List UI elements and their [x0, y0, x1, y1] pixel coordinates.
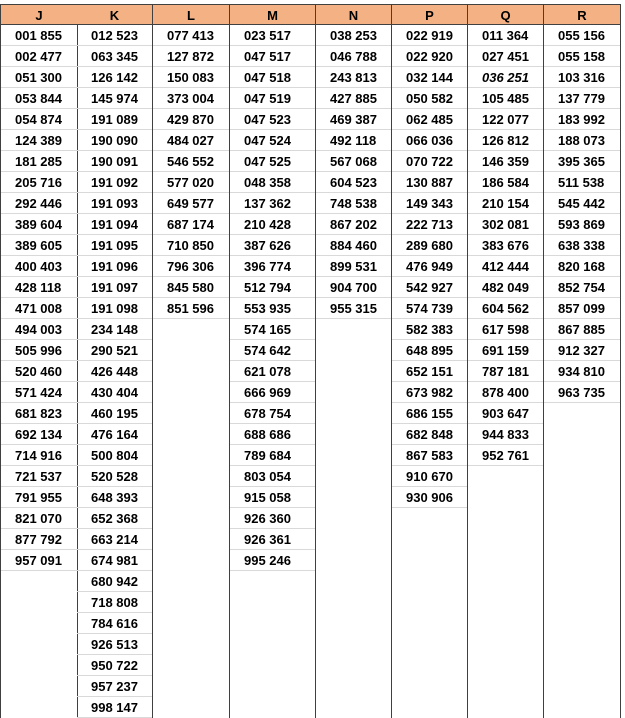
table-cell[interactable]: 714 916 — [1, 445, 77, 466]
table-cell[interactable]: 122 077 — [468, 109, 543, 130]
table-cell[interactable]: 124 389 — [1, 130, 77, 151]
table-cell[interactable]: 150 083 — [153, 67, 229, 88]
column-header-j[interactable]: J — [1, 4, 77, 25]
table-cell[interactable]: 126 812 — [468, 130, 543, 151]
table-cell[interactable]: 692 134 — [1, 424, 77, 445]
table-cell[interactable]: 903 647 — [468, 403, 543, 424]
table-cell[interactable]: 289 680 — [392, 235, 467, 256]
table-cell[interactable]: 577 020 — [153, 172, 229, 193]
table-cell[interactable]: 787 181 — [468, 361, 543, 382]
table-cell[interactable]: 387 626 — [230, 235, 315, 256]
table-cell[interactable]: 032 144 — [392, 67, 467, 88]
table-cell[interactable]: 389 604 — [1, 214, 77, 235]
table-cell[interactable]: 821 070 — [1, 508, 77, 529]
column-n — [316, 4, 392, 718]
table-cell[interactable]: 884 460 — [316, 235, 391, 256]
table-cell[interactable]: 492 118 — [316, 130, 391, 151]
table-cell[interactable]: 137 779 — [544, 88, 620, 109]
table-cell[interactable]: 520 460 — [1, 361, 77, 382]
table-cell[interactable]: 545 442 — [544, 193, 620, 214]
table-cell[interactable]: 050 582 — [392, 88, 467, 109]
table-cell[interactable]: 500 804 — [77, 445, 152, 466]
table-cell[interactable]: 845 580 — [153, 277, 229, 298]
column-header-l[interactable]: L — [153, 4, 229, 25]
table-cell[interactable]: 617 598 — [468, 319, 543, 340]
table-cell[interactable]: 191 094 — [77, 214, 152, 235]
column-q — [468, 4, 544, 718]
table-cell[interactable]: 022 920 — [392, 46, 467, 67]
table-cell[interactable]: 047 518 — [230, 67, 315, 88]
table-cell[interactable]: 791 955 — [1, 487, 77, 508]
table-cell[interactable]: 290 521 — [77, 340, 152, 361]
table-cell[interactable]: 710 850 — [153, 235, 229, 256]
table-cell[interactable]: 652 368 — [77, 508, 152, 529]
table-cell[interactable]: 012 523 — [77, 25, 152, 46]
table-cell[interactable]: 520 528 — [77, 466, 152, 487]
table-cell[interactable]: 877 792 — [1, 529, 77, 550]
table-cell[interactable]: 820 168 — [544, 256, 620, 277]
table-cell[interactable]: 047 517 — [230, 46, 315, 67]
table-cell[interactable]: 022 919 — [392, 25, 467, 46]
table-cell[interactable]: 181 285 — [1, 151, 77, 172]
table-cell[interactable]: 476 164 — [77, 424, 152, 445]
column-j — [0, 4, 78, 718]
column-l — [153, 4, 230, 718]
table-cell[interactable]: 857 099 — [544, 298, 620, 319]
table-cell[interactable]: 137 362 — [230, 193, 315, 214]
table-cell[interactable]: 055 156 — [544, 25, 620, 46]
table-cell[interactable]: 878 400 — [468, 382, 543, 403]
table-cell[interactable]: 047 524 — [230, 130, 315, 151]
column-header-m[interactable]: M — [230, 4, 315, 25]
table-cell[interactable]: 460 195 — [77, 403, 152, 424]
table-cell[interactable]: 127 872 — [153, 46, 229, 67]
table-cell[interactable]: 234 148 — [77, 319, 152, 340]
table-cell[interactable]: 146 359 — [468, 151, 543, 172]
table-cell[interactable]: 047 519 — [230, 88, 315, 109]
table-cell[interactable]: 149 343 — [392, 193, 467, 214]
table-cell[interactable]: 053 844 — [1, 88, 77, 109]
table-cell[interactable]: 652 151 — [392, 361, 467, 382]
table-cell[interactable]: 955 315 — [316, 298, 391, 319]
table-cell[interactable]: 222 713 — [392, 214, 467, 235]
table-cell[interactable]: 957 091 — [1, 550, 77, 571]
table-cell[interactable]: 191 098 — [77, 298, 152, 319]
table-cell[interactable]: 910 670 — [392, 466, 467, 487]
table-cell[interactable]: 950 722 — [77, 655, 152, 676]
table-cell[interactable]: 038 253 — [316, 25, 391, 46]
table-cell[interactable]: 011 364 — [468, 25, 543, 46]
table-cell[interactable]: 469 387 — [316, 109, 391, 130]
column-k — [77, 4, 153, 718]
table-cell[interactable]: 373 004 — [153, 88, 229, 109]
table-cell[interactable]: 899 531 — [316, 256, 391, 277]
table-cell[interactable]: 243 813 — [316, 67, 391, 88]
table-cell[interactable]: 721 537 — [1, 466, 77, 487]
table-cell[interactable]: 638 338 — [544, 235, 620, 256]
table-cell[interactable]: 648 393 — [77, 487, 152, 508]
table-cell[interactable]: 389 605 — [1, 235, 77, 256]
table-cell[interactable]: 691 159 — [468, 340, 543, 361]
table-cell[interactable]: 191 096 — [77, 256, 152, 277]
column-header-p[interactable]: P — [392, 4, 467, 25]
table-cell[interactable]: 001 855 — [1, 25, 77, 46]
table-cell[interactable]: 574 165 — [230, 319, 315, 340]
table-cell[interactable]: 687 174 — [153, 214, 229, 235]
column-m — [230, 4, 316, 718]
table-cell[interactable]: 915 058 — [230, 487, 315, 508]
table-cell[interactable]: 210 154 — [468, 193, 543, 214]
table-cell[interactable]: 048 358 — [230, 172, 315, 193]
table-cell[interactable]: 604 562 — [468, 298, 543, 319]
table-cell[interactable]: 292 446 — [1, 193, 77, 214]
table-cell[interactable]: 952 761 — [468, 445, 543, 466]
table-cell[interactable]: 912 327 — [544, 340, 620, 361]
table-cell[interactable]: 904 700 — [316, 277, 391, 298]
table-cell[interactable]: 512 794 — [230, 277, 315, 298]
column-header-r[interactable]: R — [544, 4, 620, 25]
table-cell[interactable]: 680 942 — [77, 571, 152, 592]
table-cell[interactable]: 400 403 — [1, 256, 77, 277]
table-cell[interactable]: 103 316 — [544, 67, 620, 88]
table-cell[interactable]: 126 142 — [77, 67, 152, 88]
table-cell[interactable]: 130 887 — [392, 172, 467, 193]
column-p — [392, 4, 468, 718]
table-cell[interactable]: 789 684 — [230, 445, 315, 466]
table-cell[interactable]: 482 049 — [468, 277, 543, 298]
table-cell[interactable]: 145 974 — [77, 88, 152, 109]
table-cell[interactable]: 428 118 — [1, 277, 77, 298]
table-cell[interactable]: 036 251 — [468, 67, 543, 88]
table-cell[interactable]: 429 870 — [153, 109, 229, 130]
table-cell[interactable]: 383 676 — [468, 235, 543, 256]
table-cell[interactable]: 582 383 — [392, 319, 467, 340]
table-cell[interactable]: 852 754 — [544, 277, 620, 298]
table-cell[interactable]: 926 360 — [230, 508, 315, 529]
table-cell[interactable]: 944 833 — [468, 424, 543, 445]
table-cell[interactable]: 748 538 — [316, 193, 391, 214]
table-cell[interactable]: 063 345 — [77, 46, 152, 67]
table-cell[interactable]: 047 525 — [230, 151, 315, 172]
table-cell[interactable]: 682 848 — [392, 424, 467, 445]
table-cell[interactable]: 851 596 — [153, 298, 229, 319]
table-cell[interactable]: 027 451 — [468, 46, 543, 67]
table-cell[interactable]: 686 155 — [392, 403, 467, 424]
table-cell[interactable]: 302 081 — [468, 214, 543, 235]
table-cell[interactable]: 191 095 — [77, 235, 152, 256]
table-cell[interactable]: 476 949 — [392, 256, 467, 277]
table-cell[interactable]: 210 428 — [230, 214, 315, 235]
table-cell[interactable]: 796 306 — [153, 256, 229, 277]
table-cell[interactable]: 593 869 — [544, 214, 620, 235]
table-cell[interactable]: 427 885 — [316, 88, 391, 109]
table-cell[interactable]: 673 982 — [392, 382, 467, 403]
table-cell[interactable]: 054 874 — [1, 109, 77, 130]
table-cell[interactable]: 963 735 — [544, 382, 620, 403]
table-cell[interactable]: 002 477 — [1, 46, 77, 67]
table-cell[interactable]: 803 054 — [230, 466, 315, 487]
table-cell[interactable]: 553 935 — [230, 298, 315, 319]
table-cell[interactable]: 191 093 — [77, 193, 152, 214]
table-cell[interactable]: 511 538 — [544, 172, 620, 193]
table-cell[interactable]: 957 237 — [77, 676, 152, 697]
table-cell[interactable]: 484 027 — [153, 130, 229, 151]
table-cell[interactable]: 926 513 — [77, 634, 152, 655]
table-cell[interactable]: 188 073 — [544, 130, 620, 151]
table-cell[interactable]: 674 981 — [77, 550, 152, 571]
table-cell[interactable]: 784 616 — [77, 613, 152, 634]
table-cell[interactable]: 926 361 — [230, 529, 315, 550]
table-cell[interactable]: 191 092 — [77, 172, 152, 193]
table-cell[interactable]: 663 214 — [77, 529, 152, 550]
table-cell[interactable]: 666 969 — [230, 382, 315, 403]
table-cell[interactable]: 505 996 — [1, 340, 77, 361]
table-cell[interactable]: 070 722 — [392, 151, 467, 172]
table-cell[interactable]: 542 927 — [392, 277, 467, 298]
table-cell[interactable]: 867 202 — [316, 214, 391, 235]
table-cell[interactable]: 190 091 — [77, 151, 152, 172]
table-cell[interactable]: 077 413 — [153, 25, 229, 46]
table-cell[interactable]: 023 517 — [230, 25, 315, 46]
table-cell[interactable]: 718 808 — [77, 592, 152, 613]
table-cell[interactable]: 205 716 — [1, 172, 77, 193]
table-cell[interactable]: 051 300 — [1, 67, 77, 88]
table-cell[interactable]: 430 404 — [77, 382, 152, 403]
table-cell[interactable]: 191 089 — [77, 109, 152, 130]
table-cell[interactable]: 621 078 — [230, 361, 315, 382]
table-cell[interactable]: 186 584 — [468, 172, 543, 193]
table-cell[interactable]: 395 365 — [544, 151, 620, 172]
table-cell[interactable]: 934 810 — [544, 361, 620, 382]
table-cell[interactable]: 604 523 — [316, 172, 391, 193]
table-cell[interactable]: 066 036 — [392, 130, 467, 151]
table-cell[interactable]: 183 992 — [544, 109, 620, 130]
table-cell[interactable]: 574 642 — [230, 340, 315, 361]
table-cell[interactable]: 190 090 — [77, 130, 152, 151]
table-cell[interactable]: 494 003 — [1, 319, 77, 340]
table-cell[interactable]: 062 485 — [392, 109, 467, 130]
table-cell[interactable]: 867 583 — [392, 445, 467, 466]
table-cell[interactable]: 426 448 — [77, 361, 152, 382]
table-cell[interactable]: 867 885 — [544, 319, 620, 340]
table-cell[interactable]: 649 577 — [153, 193, 229, 214]
table-cell[interactable]: 648 895 — [392, 340, 467, 361]
column-header-q[interactable]: Q — [468, 4, 543, 25]
column-r — [544, 4, 621, 718]
table-cell[interactable]: 678 754 — [230, 403, 315, 424]
column-header-n[interactable]: N — [316, 4, 391, 25]
table-cell[interactable]: 047 523 — [230, 109, 315, 130]
table-cell[interactable]: 574 739 — [392, 298, 467, 319]
table-cell[interactable]: 998 147 — [77, 697, 152, 718]
table-cell[interactable]: 571 424 — [1, 382, 77, 403]
table-cell[interactable]: 055 158 — [544, 46, 620, 67]
table-cell[interactable]: 471 008 — [1, 298, 77, 319]
table-cell[interactable]: 567 068 — [316, 151, 391, 172]
table-cell[interactable]: 681 823 — [1, 403, 77, 424]
column-header-k[interactable]: K — [77, 4, 152, 25]
table-cell[interactable]: 396 774 — [230, 256, 315, 277]
table-cell[interactable]: 995 246 — [230, 550, 315, 571]
table-cell[interactable]: 688 686 — [230, 424, 315, 445]
table-cell[interactable]: 046 788 — [316, 46, 391, 67]
table-cell[interactable]: 412 444 — [468, 256, 543, 277]
table-cell[interactable]: 191 097 — [77, 277, 152, 298]
table-cell[interactable]: 930 906 — [392, 487, 467, 508]
table-cell[interactable]: 546 552 — [153, 151, 229, 172]
table-cell[interactable]: 105 485 — [468, 88, 543, 109]
